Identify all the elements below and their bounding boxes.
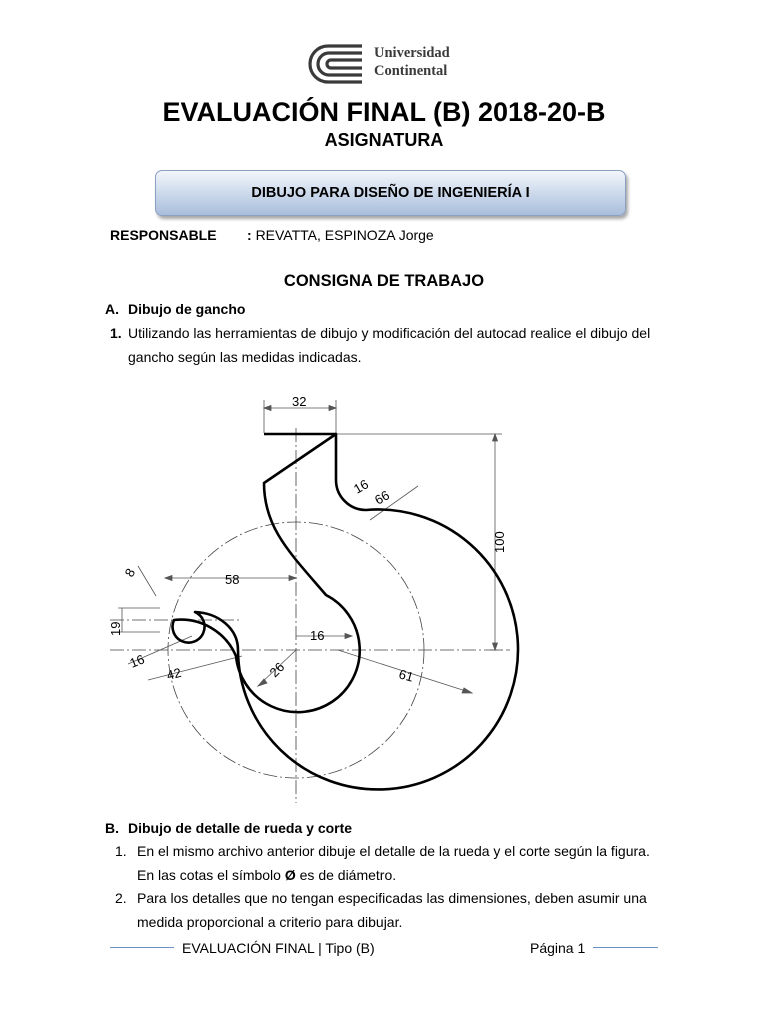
responsible-value-line xyxy=(247,227,434,243)
part-b-item1-text xyxy=(137,839,667,887)
part-b-item2-line2: medida proporcional a criterio para dibujar. xyxy=(137,914,403,930)
footer-left-text: EVALUACIÓN FINAL | Tipo (B) xyxy=(182,940,375,956)
dim-16-label: 16 xyxy=(351,476,372,497)
part-b-letter: B. xyxy=(105,820,119,836)
hook-drawing xyxy=(100,388,520,808)
footer-rule-right xyxy=(593,947,658,948)
dim-16-tip-label: 16 xyxy=(127,651,147,671)
dimension-labels xyxy=(108,394,507,685)
part-b-item2-number: 2. xyxy=(115,890,127,906)
part-b-item1-line1: En el mismo archivo anterior dibuje el detalle de la rueda y el corte según la figura. xyxy=(137,843,650,859)
logo-text xyxy=(374,44,450,80)
hook-outline xyxy=(173,434,518,789)
part-b-heading: Dibujo de detalle de rueda y corte xyxy=(128,820,353,836)
part-b-item2-line1: Para los detalles que no tengan especificadas las dimensiones, deben asumir una xyxy=(137,890,647,906)
page-subtitle: ASIGNATURA xyxy=(324,130,444,150)
dim-66-label: 66 xyxy=(372,487,393,508)
dim-16-center-label: 16 xyxy=(310,628,325,643)
part-b-item1-number: 1. xyxy=(115,843,127,859)
course-banner xyxy=(155,170,626,216)
dim-42-label: 42 xyxy=(165,664,183,683)
course-name: DIBUJO PARA DISEÑO DE INGENIERÍA I xyxy=(251,185,530,201)
footer-page-number: Página 1 xyxy=(530,940,586,956)
part-b-item2-text xyxy=(137,886,667,934)
dim-8-label: 8 xyxy=(121,565,139,580)
logo-line-universidad: Universidad xyxy=(374,45,450,61)
part-b-item1-line2-end: es de diámetro. xyxy=(295,867,397,883)
dimension-lines xyxy=(118,400,502,693)
dim-100-label: 100 xyxy=(492,531,507,553)
section-title: CONSIGNA DE TRABAJO xyxy=(283,272,485,290)
footer-rule-left xyxy=(110,947,174,948)
responsible-label: RESPONSABLE xyxy=(110,227,217,243)
dim-32-label: 32 xyxy=(292,394,307,409)
dim-19-label: 19 xyxy=(108,621,123,636)
diameter-symbol: Ø xyxy=(284,867,296,883)
logo-line-continental: Continental xyxy=(374,63,448,79)
part-a-item-line2: gancho según las medidas indicadas. xyxy=(128,349,362,365)
responsible-separator: : xyxy=(247,227,252,243)
dim-58-label: 58 xyxy=(225,572,240,587)
part-a-item-text xyxy=(128,321,668,369)
responsible-name: REVATTA, ESPINOZA Jorge xyxy=(255,227,434,243)
part-a-letter: A. xyxy=(105,301,119,317)
part-a-heading: Dibujo de gancho xyxy=(128,301,246,317)
part-a-item-line1: Utilizando las herramientas de dibujo y modificación del autocad realice el dibujo del xyxy=(128,325,651,341)
dim-26-label: 26 xyxy=(266,659,288,681)
dim-61-label: 61 xyxy=(397,666,416,685)
page-title: EVALUACIÓN FINAL (B) 2018-20-B xyxy=(162,97,606,127)
part-b-item1-line2 xyxy=(137,863,667,887)
part-b-item1-line2-start: En las cotas el símbolo xyxy=(137,867,285,883)
part-a-item-number: 1. xyxy=(110,325,122,341)
center-lines xyxy=(110,428,510,803)
